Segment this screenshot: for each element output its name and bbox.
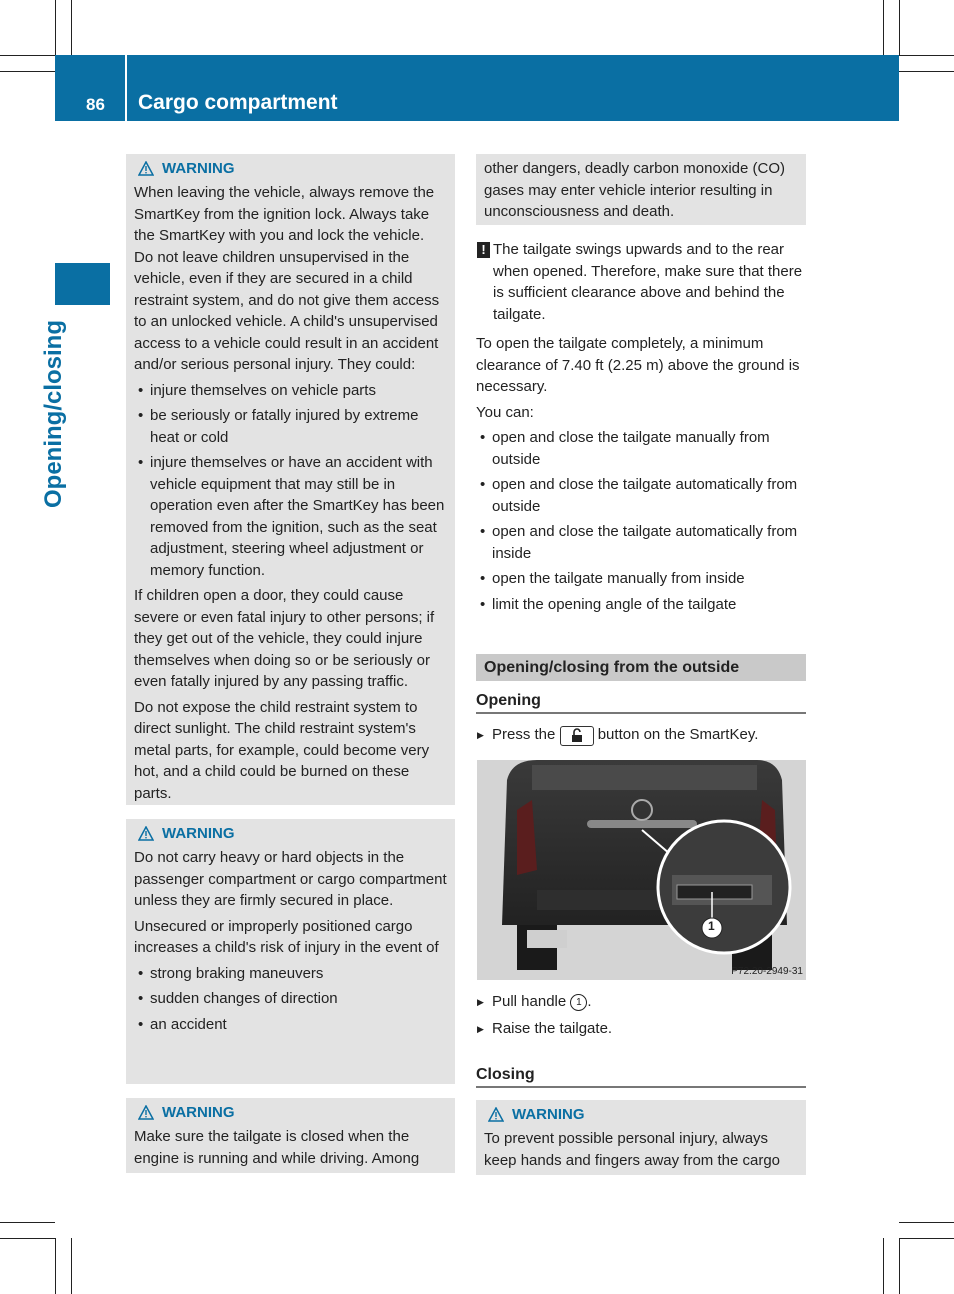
image-code: P72.20-2949-31 <box>731 966 803 977</box>
warning-list <box>134 963 447 1036</box>
list-item: • open and close the tailgate automatically from outside <box>476 474 806 517</box>
crop-mark <box>883 0 884 55</box>
side-tab-label: Opening/closing <box>40 319 67 508</box>
step-text: Press the <box>492 726 556 743</box>
opening-step-list-2 <box>476 991 806 1043</box>
opening-heading: Opening <box>476 692 806 714</box>
tailgate-info <box>476 239 806 619</box>
crop-mark <box>55 1238 56 1294</box>
step-text: . <box>587 993 592 1010</box>
list-item: • open and close the tailgate automatically from inside <box>476 521 806 564</box>
step-item: ▶ Raise the tailgate. <box>476 1018 806 1040</box>
options-list <box>476 427 806 615</box>
crop-mark <box>899 0 900 55</box>
warning-triangle-icon <box>488 1107 504 1122</box>
list-item: • open the tailgate manually from inside <box>476 568 806 590</box>
step-item <box>476 991 806 1013</box>
list-item: • injure themselves on vehicle parts <box>134 380 447 402</box>
crop-mark <box>0 1222 55 1223</box>
warning-continued-box <box>476 154 806 225</box>
warning-paragraph: other dangers, deadly carbon monoxide (CO) gases may enter vehicle interior resulting in unconsciousness and death. <box>484 160 785 220</box>
warning-title-text: WARNING <box>162 1104 235 1121</box>
warning-title <box>484 1102 798 1128</box>
header-separator <box>125 55 127 121</box>
list-item: • strong braking maneuvers <box>134 963 447 985</box>
crop-mark <box>899 1222 954 1223</box>
warning-box-children <box>126 154 455 805</box>
page-title: Cargo compartment <box>138 91 338 114</box>
page-number: 86 <box>86 95 105 114</box>
list-item: • open and close the tailgate manually from outside <box>476 427 806 470</box>
list-item: • injure themselves or have an accident with vehicle equipment that may still be in operation even after the SmartKey has been removed from the ignition, such as the seat adjustment, steering wheel adjustment or memory function. <box>134 452 447 581</box>
warning-paragraph: Do not expose the child restraint system to direct sunlight. The child restraint system's metal parts, for example, could become very hot, and a child could be burned on these parts. <box>134 698 430 802</box>
warning-triangle-icon <box>138 1105 154 1120</box>
crop-mark <box>883 1238 884 1294</box>
exclamation-icon: ! <box>477 242 490 258</box>
opening-step-list <box>476 724 806 750</box>
warning-paragraph: Make sure the tailgate is closed when the engine is running and while driving. Among <box>134 1128 420 1167</box>
step-text: Pull handle <box>492 993 567 1010</box>
clearance-paragraph: To open the tailgate completely, a minimum clearance of 7.40 ft (2.25 m) above the ground is necessary. <box>476 335 800 395</box>
warning-paragraph: Do not carry heavy or hard objects in the passenger compartment or cargo compartment unless they are firmly secured in place. <box>134 849 447 909</box>
crop-mark <box>899 55 954 56</box>
warning-paragraph: Unsecured or improperly positioned cargo increases a child's risk of injury in the event of <box>134 917 439 956</box>
warning-box-closing <box>476 1100 806 1175</box>
crop-mark <box>71 1238 72 1294</box>
side-tab-marker <box>55 263 110 305</box>
warning-paragraph: If children open a door, they could cause severe or even fatal injury to other persons; if they get out of the vehicle, they could injure themselves when doing so or be seriously or even fatally injured by any passing traffic. <box>134 587 435 690</box>
unlock-button-icon <box>560 726 594 746</box>
closing-heading: Closing <box>476 1066 806 1088</box>
warning-box-tailgate <box>126 1098 455 1173</box>
warning-box-cargo <box>126 819 455 1084</box>
crop-mark <box>0 1238 55 1239</box>
vehicle-rear-image <box>477 760 806 980</box>
list-item: • limit the opening angle of the tailgate <box>476 594 806 616</box>
section-title: Opening/closing from the outside <box>476 654 806 681</box>
you-can-label: You can: <box>476 403 534 421</box>
crop-mark <box>0 55 55 56</box>
warning-title-text: WARNING <box>512 1106 585 1123</box>
warning-list <box>134 380 447 582</box>
note-block <box>476 239 806 325</box>
list-item: • be seriously or fatally injured by extreme heat or cold <box>134 405 447 448</box>
crop-mark <box>0 71 55 72</box>
warning-title <box>134 1100 447 1126</box>
warning-title-text: WARNING <box>162 825 235 842</box>
crop-mark <box>899 1238 900 1294</box>
warning-paragraph: To prevent possible personal injury, always keep hands and fingers away from the cargo <box>484 1130 781 1169</box>
step-item <box>476 724 806 746</box>
warning-title-text: WARNING <box>162 160 235 177</box>
crop-mark <box>55 0 56 55</box>
warning-title <box>134 156 447 182</box>
note-text: The tailgate swings upwards and to the rear when opened. Therefore, make sure that there is sufficient clearance above and behind the tailgate. <box>493 241 803 323</box>
list-item: • sudden changes of direction <box>134 988 447 1010</box>
callout-reference: 1 <box>570 994 587 1011</box>
crop-mark <box>71 0 72 55</box>
warning-triangle-icon <box>138 826 154 841</box>
callout-number: 1 <box>708 919 715 933</box>
warning-paragraph: When leaving the vehicle, always remove the SmartKey from the ignition lock. Always take the SmartKey with you and lock the vehicle. Do not leave children unsupervised in the vehicle, even if they are secured in a child restraint system, and do not give them access to an unlocked vehicle. A child's unsupervised access to a vehicle could result in an accident and/or serious personal injury. They could: <box>134 184 440 373</box>
step-text: button on the SmartKey. <box>597 726 759 743</box>
tailgate-illustration <box>477 760 806 980</box>
crop-mark <box>899 71 954 72</box>
warning-triangle-icon <box>138 161 154 176</box>
list-item: • an accident <box>134 1014 447 1036</box>
page-header <box>55 55 899 121</box>
crop-mark <box>899 1238 954 1239</box>
warning-title <box>134 821 447 847</box>
